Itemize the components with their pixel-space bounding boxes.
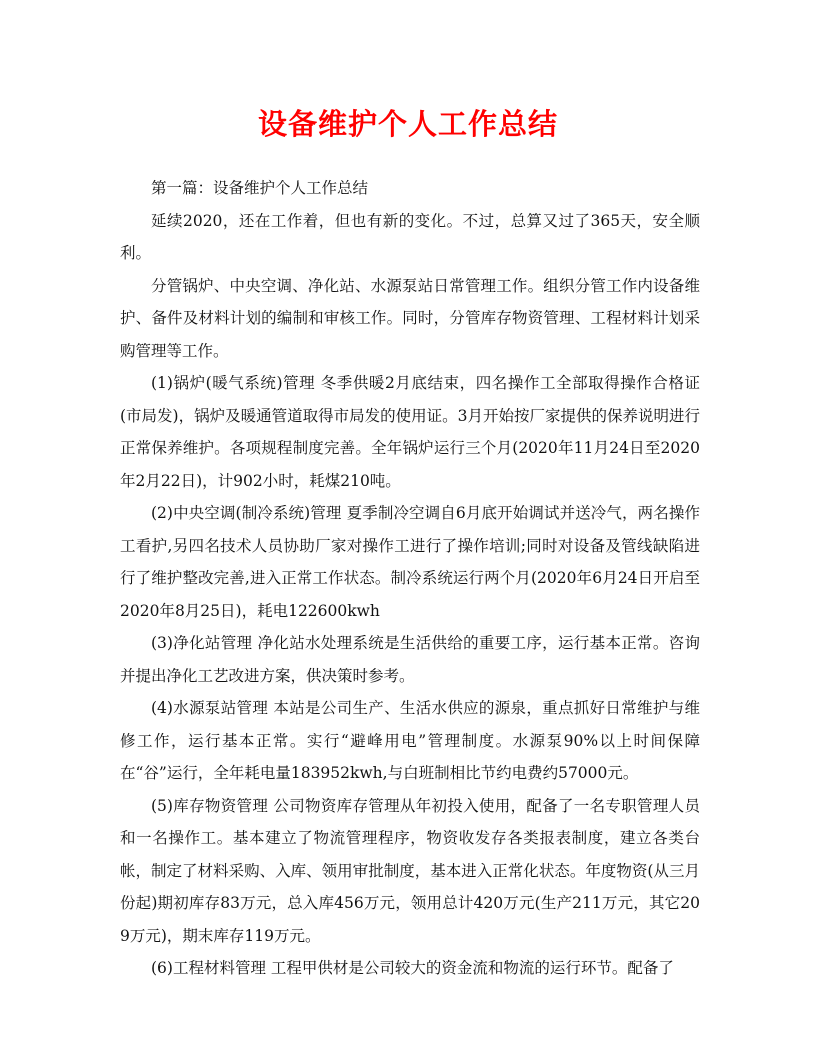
paragraph-engineering-materials: (6)工程材料管理 工程甲供材是公司较大的资金流和物流的运行环节。配备了: [151, 959, 674, 977]
paragraph-air-conditioning: (2)中央空调(制冷系统)管理 夏季制冷空调自6月底开始调试并送冷气，两名操作工看护,另四名技术人员协助厂家对操作工进行了操作培训;同时对设备及管线缺陷进行了维护整改完善,进入正常工作状态。制冷系统运行两个月(2020年6月24日开启至2020年8月25日)，耗电122600kwh: [120, 504, 700, 620]
paragraph-purification: (3)净化站管理 净化站水处理系统是生活供给的重要工序，运行基本正常。咨询并提出净化工艺改进方案，供决策时参考。: [120, 634, 700, 685]
section-heading: 第一篇：设备维护个人工作总结: [151, 179, 369, 197]
paragraph-pump-station: (4)水源泵站管理 本站是公司生产、生活水供应的源泉，重点抓好日常维护与维修工作，运行基本正常。实行“避峰用电”管理制度。水源泵90%以上时间保障在“谷”运行，全年耗电量183952kwh,与白班制相比节约电费约57000元。: [120, 699, 700, 782]
document-title: 设备维护个人工作总结: [257, 107, 558, 141]
paragraph-boiler: (1)锅炉(暖气系统)管理 冬季供暖2月底结束，四名操作工全部取得操作合格证(市局发)，锅炉及暖通管道取得市局发的使用证。3月开始按厂家提供的保养说明进行正常保养维护。各项规程制度完善。全年锅炉运行三个月(2020年11月24日至2020年2月22日)，计902小时，耗煤210吨。: [120, 374, 700, 490]
paragraph-responsibilities: 分管锅炉、中央空调、净化站、水源泵站日常管理工作。组织分管工作内设备维护、备件及材料计划的编制和审核工作。同时，分管库存物资管理、工程材料计划采购管理等工作。: [120, 276, 700, 360]
paragraph-intro: 延续2020，还在工作着，但也有新的变化。不过，总算又过了365天，安全顺利。: [120, 211, 700, 262]
document-body: [120, 172, 700, 985]
paragraph-inventory: (5)库存物资管理 公司物资库存管理从年初投入使用，配备了一名专职管理人员和一名操作工。基本建立了物流管理程序，物资收发存各类报表制度，建立各类台帐，制定了材料采购、入库、领用审批制度，基本进入正常化状态。年度物资(从三月份起)期初库存83万元，总入库456万元，领用总计420万元(生产211万元，其它209万元)，期末库存119万元。: [120, 796, 700, 945]
